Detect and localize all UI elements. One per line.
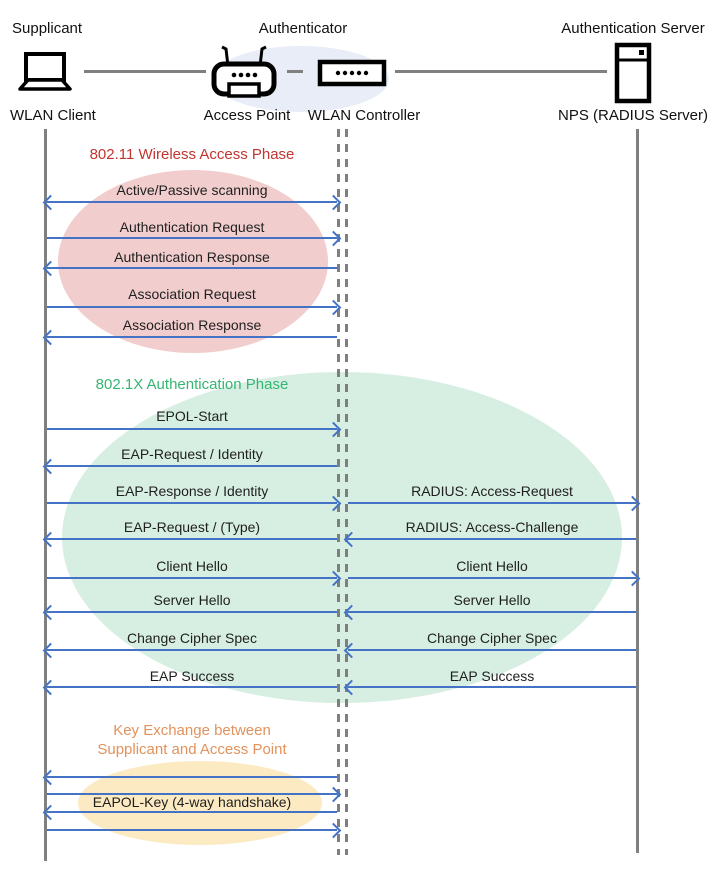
wireless-router-icon <box>209 44 279 98</box>
message-label: Server Hello <box>153 592 231 608</box>
server-icon <box>614 42 652 104</box>
message-arrow <box>348 611 636 613</box>
device-wlan-controller: WLAN Controller <box>307 107 421 124</box>
message-arrow <box>47 811 337 813</box>
message-arrow <box>348 577 636 579</box>
connector-line <box>84 70 206 73</box>
device-wlan-client: WLAN Client <box>10 107 96 124</box>
connector-line <box>395 70 607 73</box>
wlan-controller-icon <box>317 59 387 87</box>
message-arrow <box>348 686 636 688</box>
message-arrow <box>47 538 337 540</box>
message-label: EAP-Request / Identity <box>121 446 263 462</box>
message-label: Association Request <box>128 286 256 302</box>
message-label: Change Cipher Spec <box>127 630 257 646</box>
message-label: EAP-Response / Identity <box>115 483 269 499</box>
message-arrow <box>348 502 636 504</box>
message-label: Authentication Response <box>114 249 270 265</box>
message-arrow <box>47 649 337 651</box>
message-label: Server Hello <box>453 592 531 608</box>
message-label: Change Cipher Spec <box>427 630 557 646</box>
message-arrow <box>47 577 337 579</box>
message-label: RADIUS: Access-Request <box>411 483 573 499</box>
message-arrow <box>47 267 337 269</box>
message-arrow <box>348 538 636 540</box>
message-arrow <box>348 649 636 651</box>
message-arrow <box>47 686 337 688</box>
role-supplicant: Supplicant <box>12 20 83 37</box>
message-arrow <box>47 428 337 430</box>
message-arrow <box>47 201 337 203</box>
message-arrow <box>47 776 337 778</box>
message-label: EAP-Request / (Type) <box>123 519 261 535</box>
message-arrow <box>47 829 337 831</box>
connector-line <box>287 70 303 73</box>
phase2-title: 802.1X Authentication Phase <box>95 376 289 393</box>
message-label: EPOL-Start <box>156 408 228 424</box>
message-label: Association Response <box>122 317 262 333</box>
lifeline-radius-server <box>636 129 639 853</box>
message-label: Client Hello <box>156 558 228 574</box>
message-label: EAP Success <box>149 668 235 684</box>
phase1-title: 802.11 Wireless Access Phase <box>89 146 295 163</box>
message-arrow <box>47 502 337 504</box>
message-arrow <box>47 306 337 308</box>
role-authentication-server: Authentication Server <box>561 20 705 37</box>
laptop-icon <box>11 52 79 92</box>
message-arrow <box>47 465 337 467</box>
message-label: Authentication Request <box>119 219 265 235</box>
message-arrow <box>47 611 337 613</box>
device-nps-radius-server: NPS (RADIUS Server) <box>557 107 709 124</box>
message-label: Client Hello <box>456 558 528 574</box>
message-label: RADIUS: Access-Challenge <box>405 519 579 535</box>
role-authenticator: Authenticator <box>258 20 348 37</box>
phase3-title-line2: Supplicant and Access Point <box>97 741 287 758</box>
message-arrow <box>47 336 337 338</box>
message-label: EAPOL-Key (4-way handshake) <box>92 794 292 810</box>
message-label: Active/Passive scanning <box>116 182 268 198</box>
device-access-point: Access Point <box>203 107 291 124</box>
message-label: EAP Success <box>449 668 535 684</box>
message-arrow <box>47 237 337 239</box>
phase3-title-line1: Key Exchange between <box>113 722 271 739</box>
